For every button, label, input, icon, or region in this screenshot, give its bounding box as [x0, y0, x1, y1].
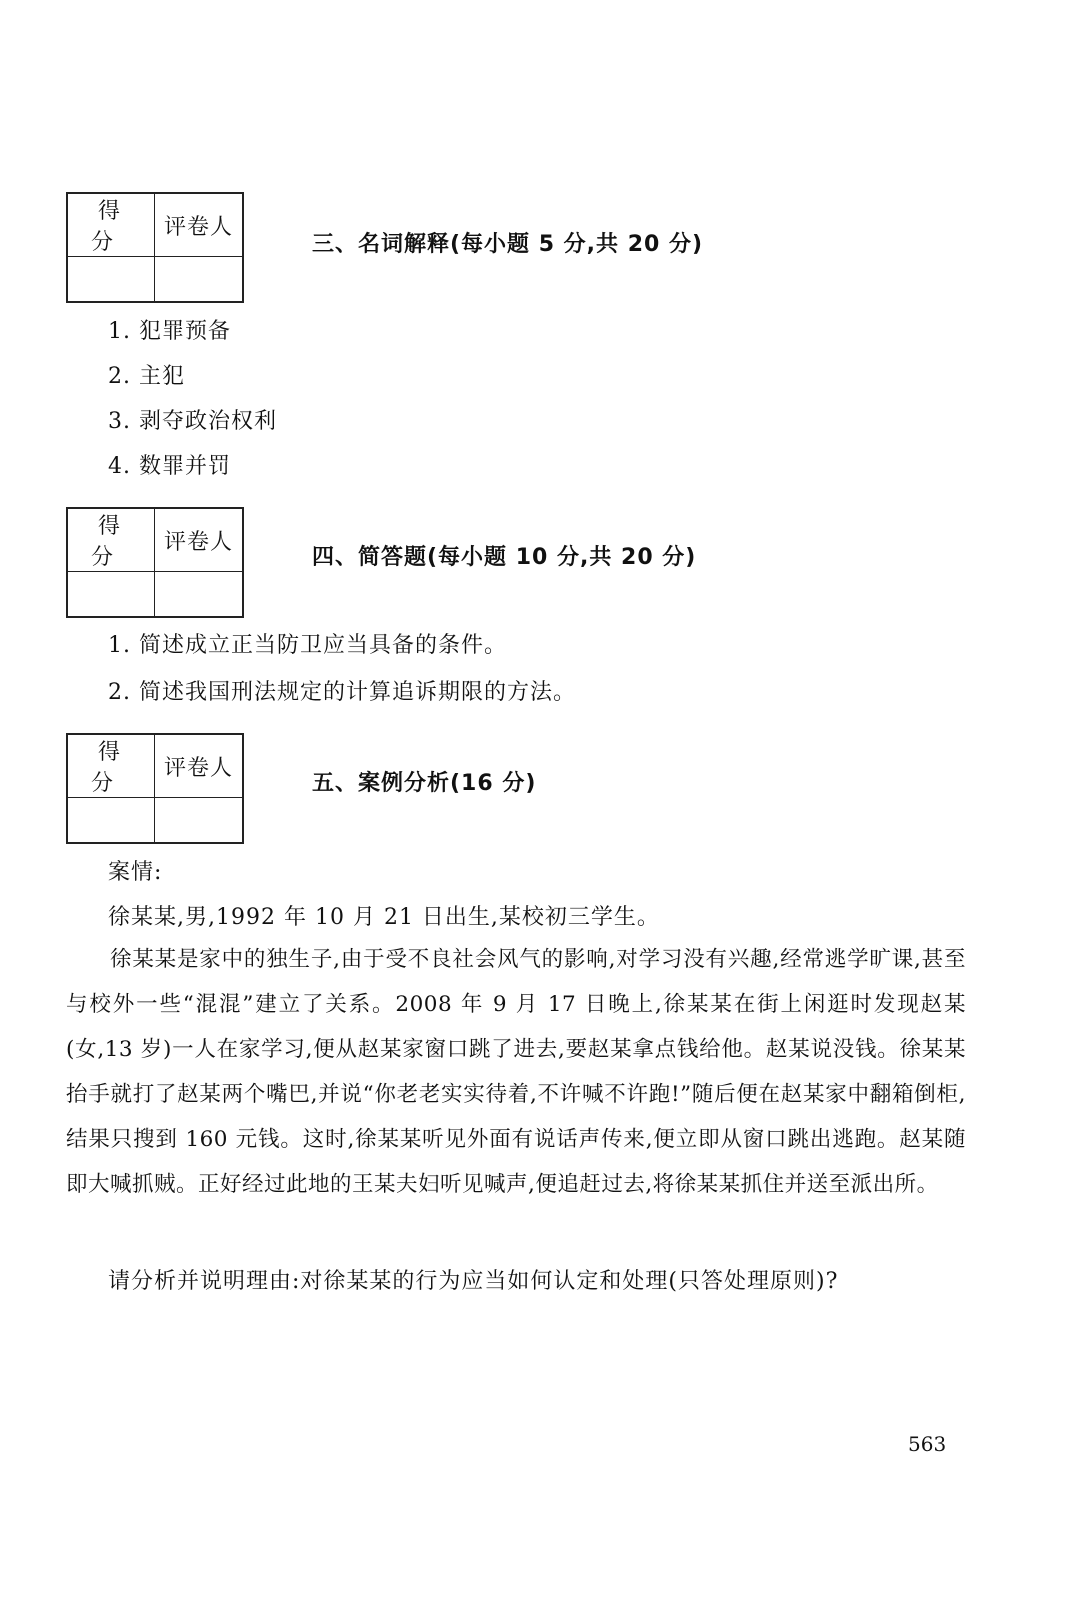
score-cell[interactable]	[67, 798, 155, 844]
case-body: 徐某某是家中的独生子,由于受不良社会风气的影响,对学习没有兴趣,经常逃学旷课,甚至与校外一些“混混”建立了关系。2008 年 9 月 17 日晚上,徐某某在街上闲逛时发现赵某(女,13 岁)一人在家学习,便从赵某家窗口跳了进去,要赵某拿点钱给他。赵某说没钱。徐某某抬手就打了赵某两个嘴巴,并说“你老老实实待着,不许喊不许跑!”随后便在赵某家中翻箱倒柜,结果只搜到 160 元钱。这时,徐某某听见外面有说话声传来,便立即从窗口跳出逃跑。赵某随即大喊抓贼。正好经过此地的王某夫妇听见喊声,便追赶过去,将徐某某抓住并送至派出所。	[66, 947, 966, 1197]
case-intro: 徐某某,男,1992 年 10 月 21 日出生,某校初三学生。	[108, 905, 660, 930]
section3-item-2: 2. 主犯	[108, 364, 185, 389]
section3-heading: 三、名词解释(每小题 5 分,共 20 分)	[312, 232, 704, 257]
page-number: 563	[908, 1432, 947, 1456]
grader-label: 评卷人	[155, 508, 244, 572]
grader-cell[interactable]	[155, 572, 244, 618]
section3-item-1: 1. 犯罪预备	[108, 319, 231, 344]
grader-label: 评卷人	[155, 193, 244, 257]
section4-heading: 四、简答题(每小题 10 分,共 20 分)	[312, 545, 697, 570]
grader-cell[interactable]	[155, 257, 244, 303]
score-cell[interactable]	[67, 257, 155, 303]
score-label: 得分	[67, 508, 155, 572]
case-question: 请分析并说明理由:对徐某某的行为应当如何认定和处理(只答处理原则)?	[108, 1269, 839, 1294]
section5-heading: 五、案例分析(16 分)	[312, 771, 537, 796]
grader-label: 评卷人	[155, 734, 244, 798]
score-box-section5	[66, 733, 244, 844]
score-box-section4	[66, 507, 244, 618]
score-label: 得分	[67, 193, 155, 257]
score-cell[interactable]	[67, 572, 155, 618]
section3-item-4: 4. 数罪并罚	[108, 454, 231, 479]
section4-item-2: 2. 简述我国刑法规定的计算追诉期限的方法。	[108, 680, 576, 705]
case-label: 案情:	[108, 860, 163, 885]
grader-cell[interactable]	[155, 798, 244, 844]
score-box-section3	[66, 192, 244, 303]
score-label: 得分	[67, 734, 155, 798]
section4-item-1: 1. 简述成立正当防卫应当具备的条件。	[108, 633, 507, 658]
section3-item-3: 3. 剥夺政治权利	[108, 409, 277, 434]
